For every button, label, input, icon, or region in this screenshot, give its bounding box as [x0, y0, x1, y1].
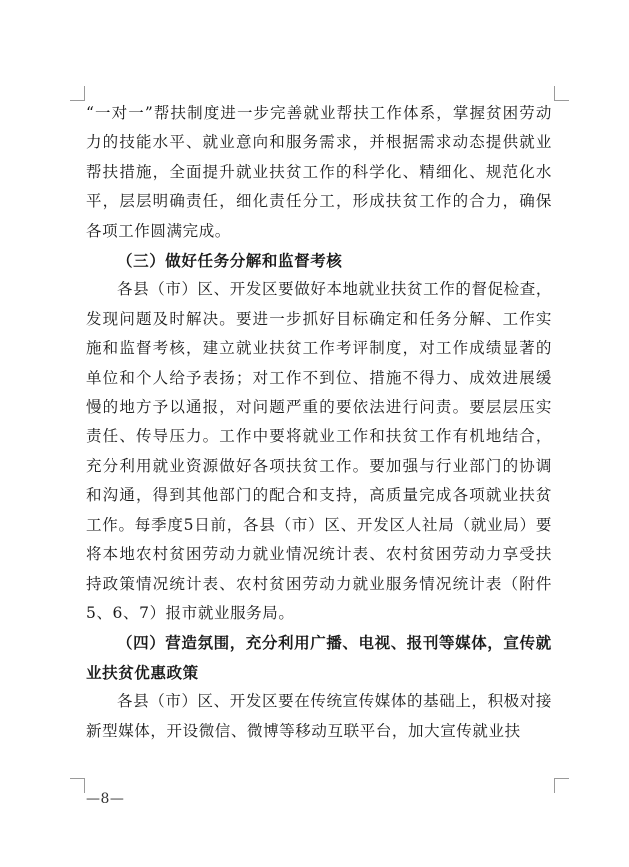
paragraph-2: 各县（市）区、开发区要做好本地就业扶贫工作的督促检查，发现问题及时解决。要进一步抓好目标确定和任务分解、工作实施和监督考核，建立就业扶贫工作考评制度，对工作成绩显著的单位和个人给予表扬；对工作不到位、措施不得力、成效进展缓慢的地方予以通报，对问题严重的要依法进行问责。要层层压实责任、传导压力。工作中要将就业工作和扶贫工作有机地结合，充分利用就业资源做好各项扶贫工作。要加强与行业部门的协调和沟通，得到其他部门的配合和支持，高质量完成各项就业扶贫工作。每季度5日前，各县（市）区、开发区人社局（就业局）要将本地农村贫困劳动力就业情况统计表、农村贫困劳动力享受扶持政策情况统计表、农村贫困劳动力就业服务情况统计表（附件5、6、7）报市就业服务局。 [86, 280, 552, 622]
crop-mark-top-right [554, 86, 569, 101]
document-body [86, 99, 552, 746]
paragraph-1: “一对一”帮扶制度进一步完善就业帮扶工作体系，掌握贫困劳动力的技能水平、就业意向和服务需求，并根据需求动态提供就业帮扶措施，全面提升就业扶贫工作的科学化、精细化、规范化水平，层层明确责任，细化责任分工，形成扶贫工作的合力，确保各项工作圆满完成。 [86, 104, 552, 240]
crop-mark-top-left [70, 86, 85, 101]
crop-mark-bottom-left [70, 778, 85, 793]
page-number: —8— [86, 791, 125, 807]
section-heading-4: （四）营造氛围，充分利用广播、电视、报刊等媒体，宣传就业扶贫优惠政策 [86, 633, 552, 682]
paragraph-3: 各县（市）区、开发区要在传统宣传媒体的基础上，积极对接新型媒体，开设微信、微博等移动互联平台，加大宣传就业扶 [86, 692, 552, 740]
crop-mark-bottom-right [554, 778, 569, 793]
section-heading-3: （三）做好任务分解和监督考核 [117, 251, 343, 271]
